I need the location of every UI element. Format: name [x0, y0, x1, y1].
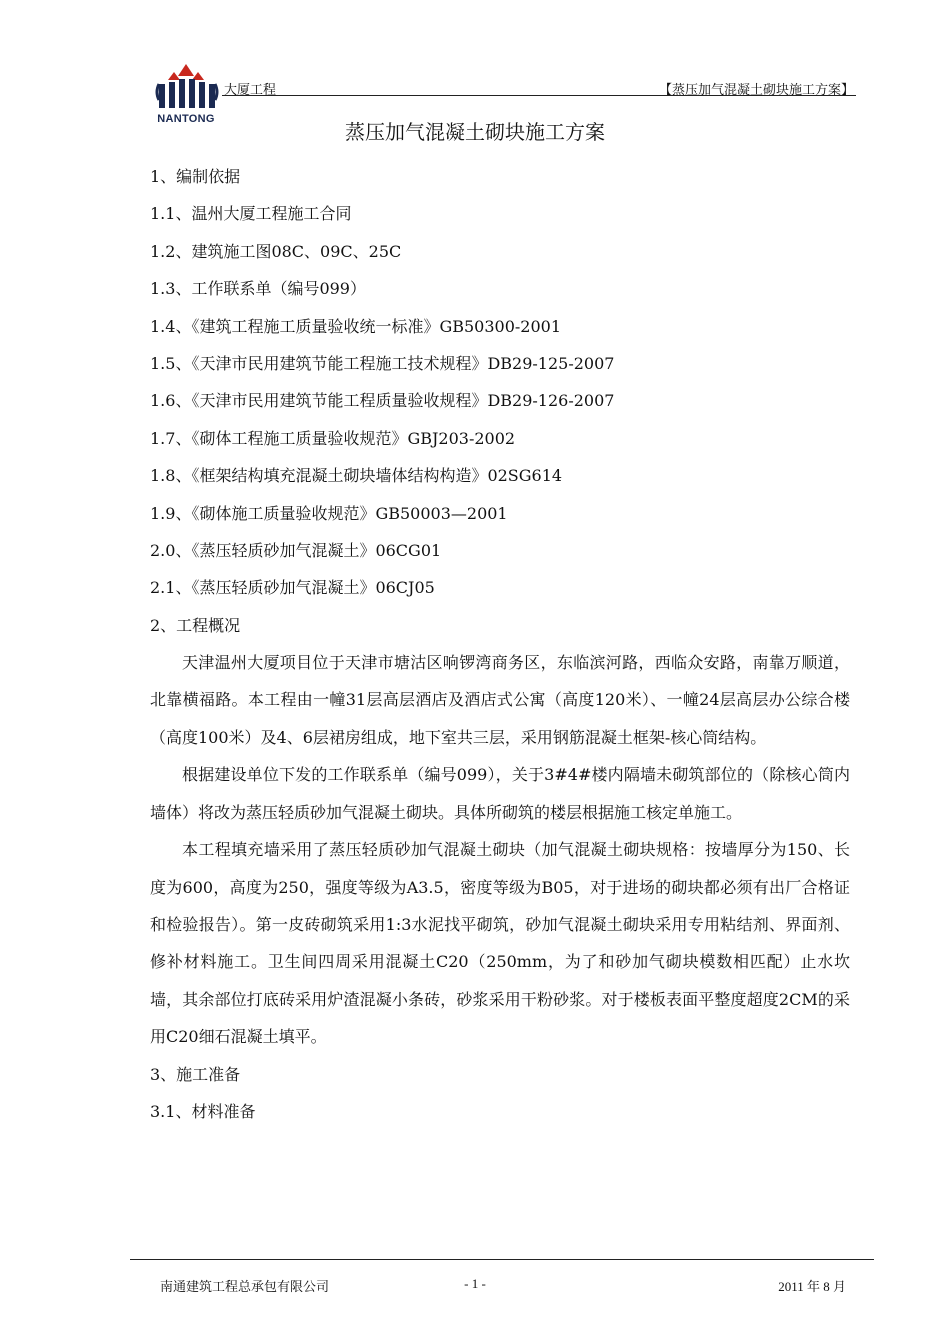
page-title: 蒸压加气混凝土砌块施工方案	[345, 122, 605, 144]
header-project-name: 大厦工程	[224, 82, 277, 97]
document-body	[150, 158, 850, 1130]
paragraph-infill-wall: 本工程填充墙采用了蒸压轻质砂加气混凝土砌块（加气混凝土砌块规格：按墙厚分为150、长度为600，高度为250，强度等级为A3.5，密度等级为B05，对于进场的砌块都必须有出厂合格证和检验报告）。第一皮砖砌筑采用1:3水泥找平砌筑，砂加气混凝土砌块采用专用粘结剂、界面剂、修补材料施工。卫生间四周采用混凝土C20（250mm，为了和砂加气砌块模数相匹配）止水坎墙，其余部位打底砖采用炉渣混凝小条砖，砂浆采用干粉砂浆。对于楼板表面平整度超度2CM的采用C20细石混凝土填平。	[150, 840, 850, 1047]
list-item: 1.7、《砌体工程施工质量验收规范》GBJ203-2002	[150, 428, 516, 448]
header-document-title: 【蒸压加气混凝土砌块施工方案】	[658, 82, 854, 97]
list-item: 1.2、建筑施工图08C、09C、25C	[150, 241, 402, 261]
paragraph-contact-sheet: 根据建设单位下发的工作联系单（编号099），关于3#4#楼内隔墙未砌筑部位的（除核心筒内墙体）将改为蒸压轻质砂加气混凝土砌块。具体所砌筑的楼层根据施工核定单施工。	[150, 765, 850, 822]
list-item: 1.1、温州大厦工程施工合同	[150, 204, 352, 224]
list-item: 1.4、《建筑工程施工质量验收统一标准》GB50300-2001	[150, 316, 562, 336]
list-item: 1.5、《天津市民用建筑节能工程施工技术规程》DB29-125-2007	[150, 353, 615, 373]
section-heading-overview: 2、工程概况	[150, 615, 241, 635]
header-divider	[222, 95, 856, 96]
section-heading-preparation: 3、施工准备	[150, 1064, 241, 1084]
page-number: - 1 -	[464, 1276, 486, 1291]
logo-text: NANTONG	[157, 113, 215, 125]
list-item: 2.0、《蒸压轻质砂加气混凝土》06CG01	[150, 540, 442, 560]
footer-company: 南通建筑工程总承包有限公司	[160, 1279, 330, 1294]
list-item: 1.6、《天津市民用建筑节能工程质量验收规程》DB29-126-2007	[150, 391, 615, 411]
paragraph-project-location: 天津温州大厦项目位于天津市塘沽区响锣湾商务区，东临滨河路，西临众安路，南靠万顺道，北靠横福路。本工程由一幢31层高层酒店及酒店式公寓（高度120米）、一幢24层高层办公综合楼（高度100米）及4、6层裙房组成，地下室共三层，采用钢筋混凝土框架-核心筒结构。	[150, 653, 850, 747]
footer-date: 2011 年 8 月	[778, 1279, 846, 1294]
list-item: 2.1、《蒸压轻质砂加气混凝土》06CJ05	[150, 578, 435, 598]
list-item: 1.8、《框架结构填充混凝土砌块墙体结构构造》02SG614	[150, 466, 563, 486]
logo-mark-icon	[150, 62, 222, 112]
list-item: 1.9、《砌体施工质量验收规范》GB50003—2001	[150, 503, 508, 523]
subsection-heading-materials: 3.1、材料准备	[150, 1101, 256, 1121]
footer-divider	[130, 1259, 874, 1260]
list-item: 1.3、工作联系单（编号099）	[150, 279, 366, 299]
section-heading-basis: 1、编制依据	[150, 167, 241, 186]
